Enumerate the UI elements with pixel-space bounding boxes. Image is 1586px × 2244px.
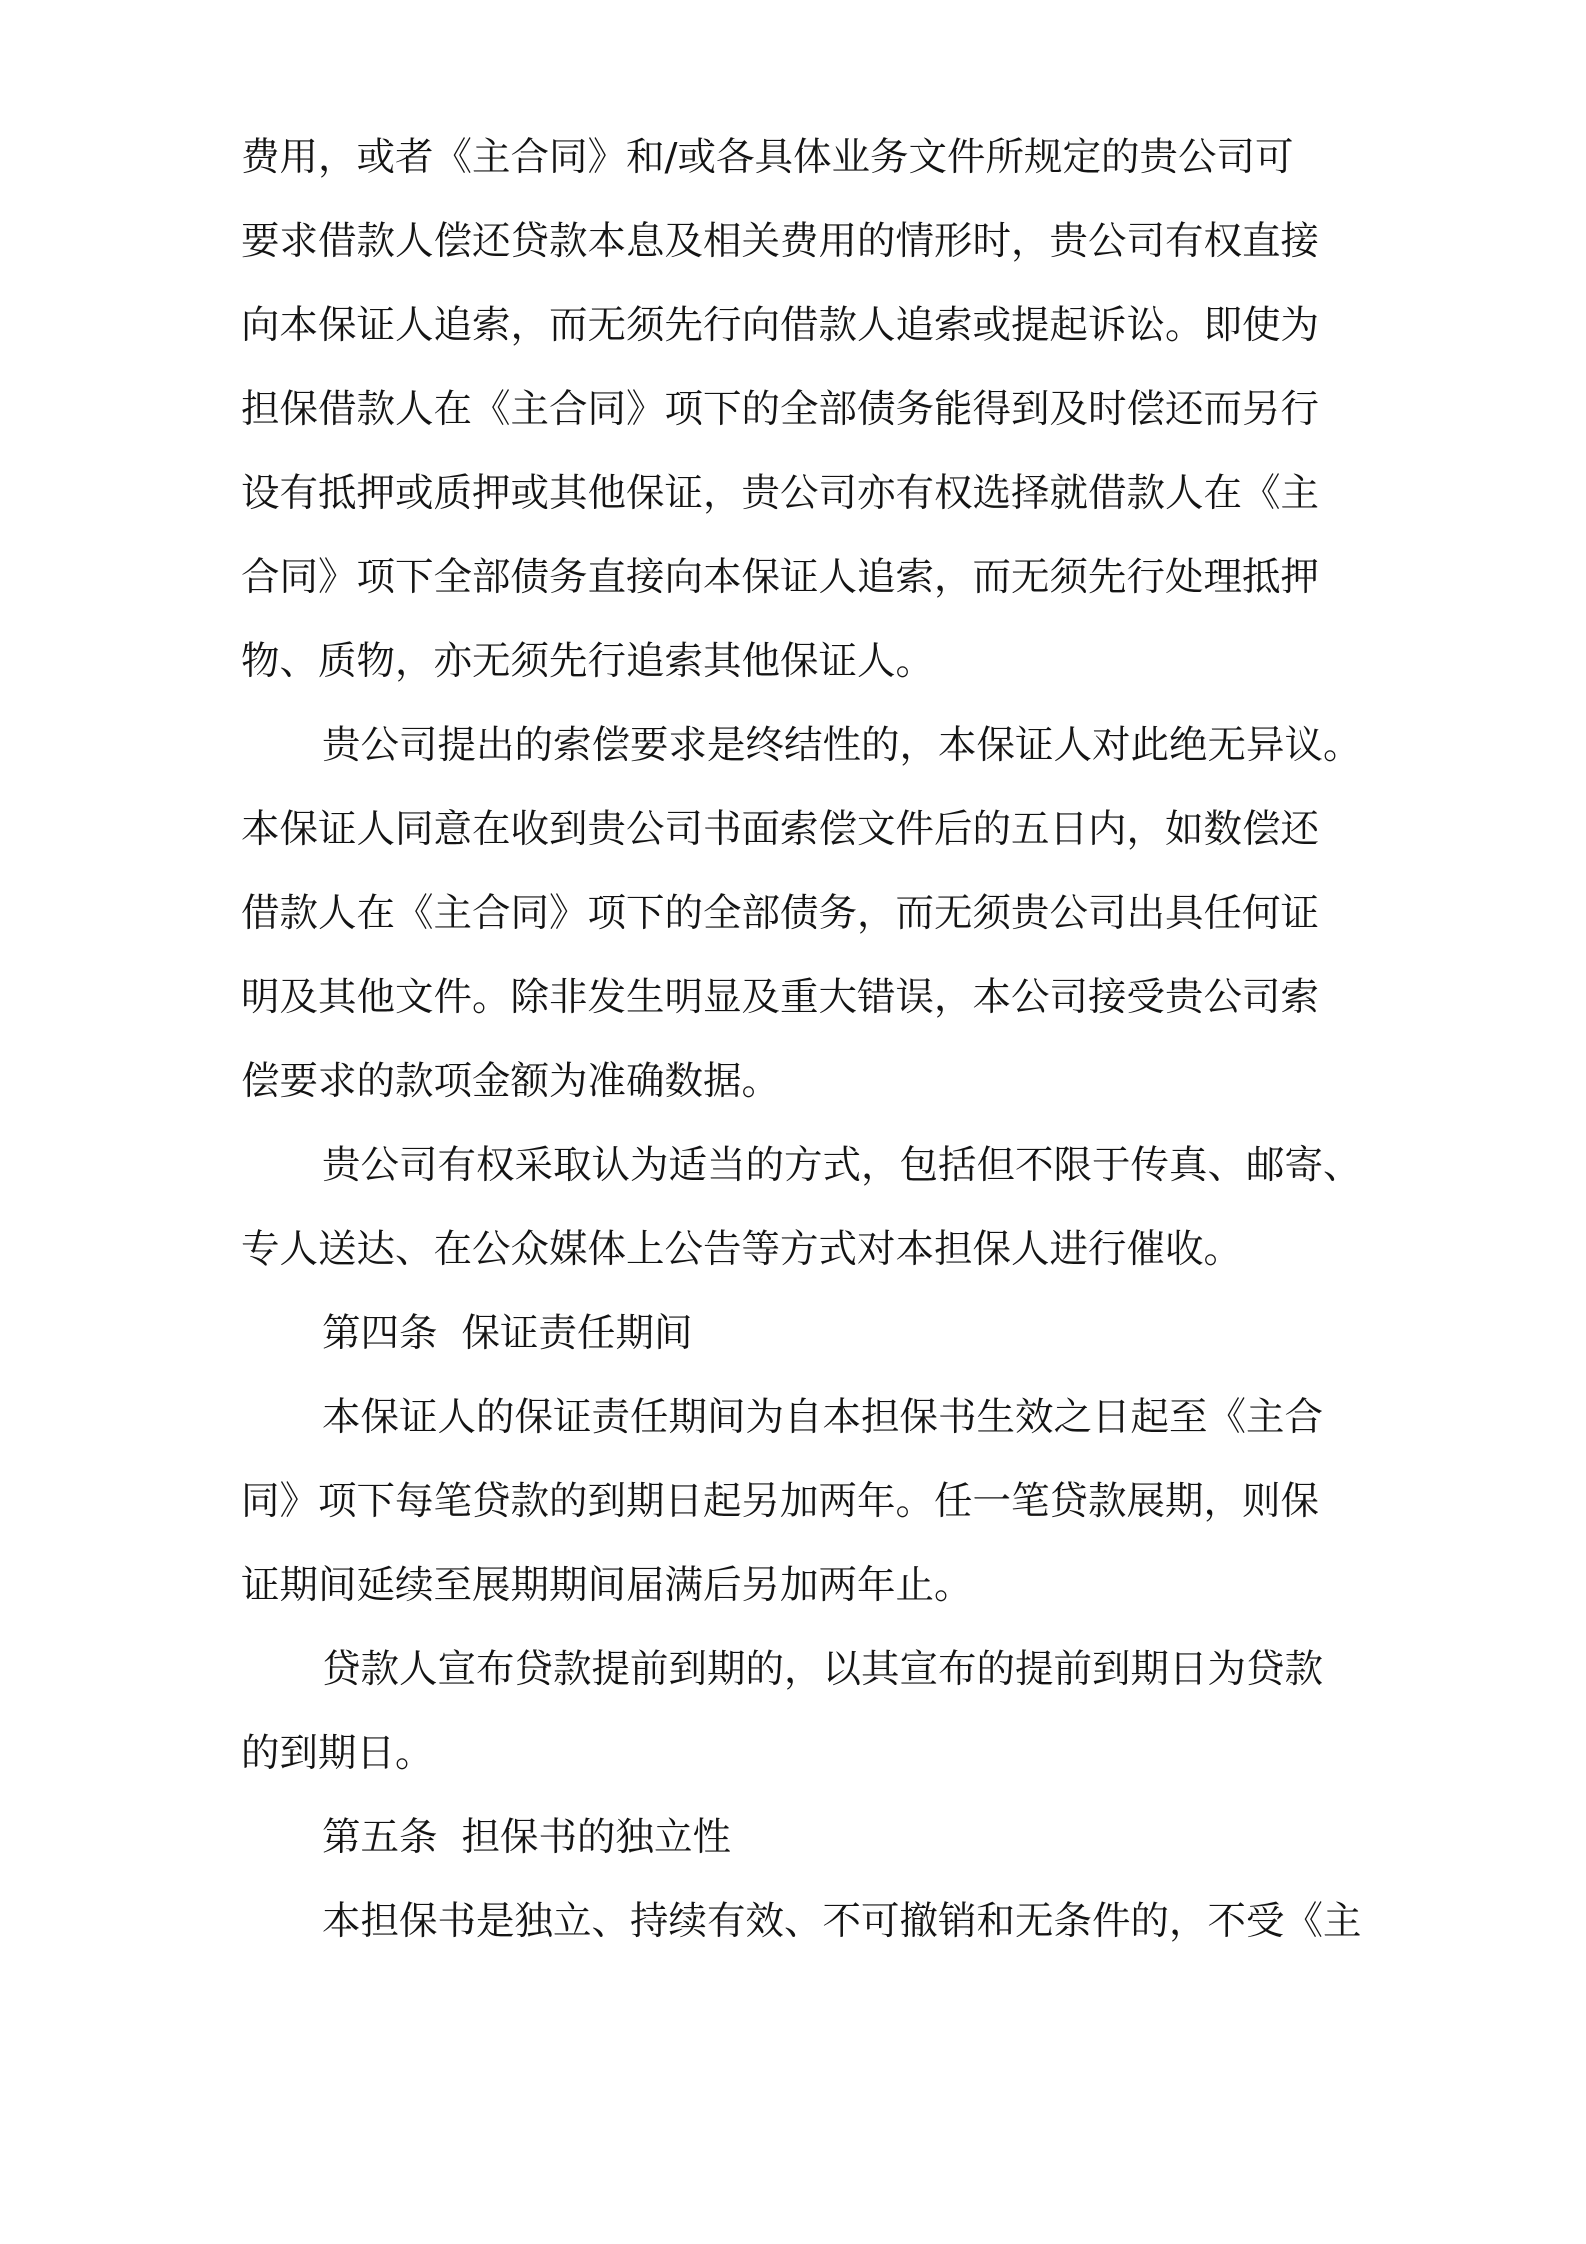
text-line: 费用，或者《主合同》和/或各具体业务文件所规定的贵公司可	[241, 135, 1294, 180]
text-line: 合同》项下全部债务直接向本保证人追索，而无须先行处理抵押	[241, 555, 1320, 600]
text-line: 要求借款人偿还贷款本息及相关费用的情形时，贵公司有权直接	[241, 219, 1320, 264]
text-line: 证期间延续至展期期间届满后另加两年止。	[241, 1563, 973, 1608]
article-heading-5	[322, 1796, 731, 1880]
article-title: 担保书的独立性	[461, 1815, 732, 1860]
text-line: 本担保书是独立、持续有效、不可撤销和无条件的，不受《主	[322, 1899, 1362, 1944]
text-line: 向本保证人追索，而无须先行向借款人追索或提起诉讼。即使为	[241, 303, 1320, 348]
article-number: 第五条	[322, 1815, 438, 1860]
article-heading-4	[322, 1292, 693, 1376]
text-line: 本保证人的保证责任期间为自本担保书生效之日起至《主合	[322, 1395, 1324, 1440]
article-number: 第四条	[322, 1311, 438, 1356]
text-line: 贷款人宣布贷款提前到期的，以其宣布的提前到期日为贷款	[322, 1647, 1324, 1692]
text-line: 借款人在《主合同》项下的全部债务，而无须贵公司出具任何证	[241, 891, 1320, 936]
text-line: 担保借款人在《主合同》项下的全部债务能得到及时偿还而另行	[241, 387, 1320, 432]
text-line: 贵公司有权采取认为适当的方式，包括但不限于传真、邮寄、	[322, 1143, 1362, 1188]
text-line: 偿要求的款项金额为准确数据。	[241, 1059, 781, 1104]
text-line: 同》项下每笔贷款的到期日起另加两年。任一笔贷款展期，则保	[241, 1479, 1320, 1524]
text-line: 设有抵押或质押或其他保证，贵公司亦有权选择就借款人在《主	[241, 471, 1320, 516]
text-line: 本保证人同意在收到贵公司书面索偿文件后的五日内，如数偿还	[241, 807, 1320, 852]
text-line: 专人送达、在公众媒体上公告等方式对本担保人进行催收。	[241, 1227, 1243, 1272]
text-line: 物、质物，亦无须先行追索其他保证人。	[241, 639, 935, 684]
text-line: 明及其他文件。除非发生明显及重大错误，本公司接受贵公司索	[241, 975, 1320, 1020]
text-line: 的到期日。	[241, 1731, 434, 1776]
text-line: 贵公司提出的索偿要求是终结性的，本保证人对此绝无异议。	[322, 723, 1362, 768]
article-title: 保证责任期间	[461, 1311, 693, 1356]
